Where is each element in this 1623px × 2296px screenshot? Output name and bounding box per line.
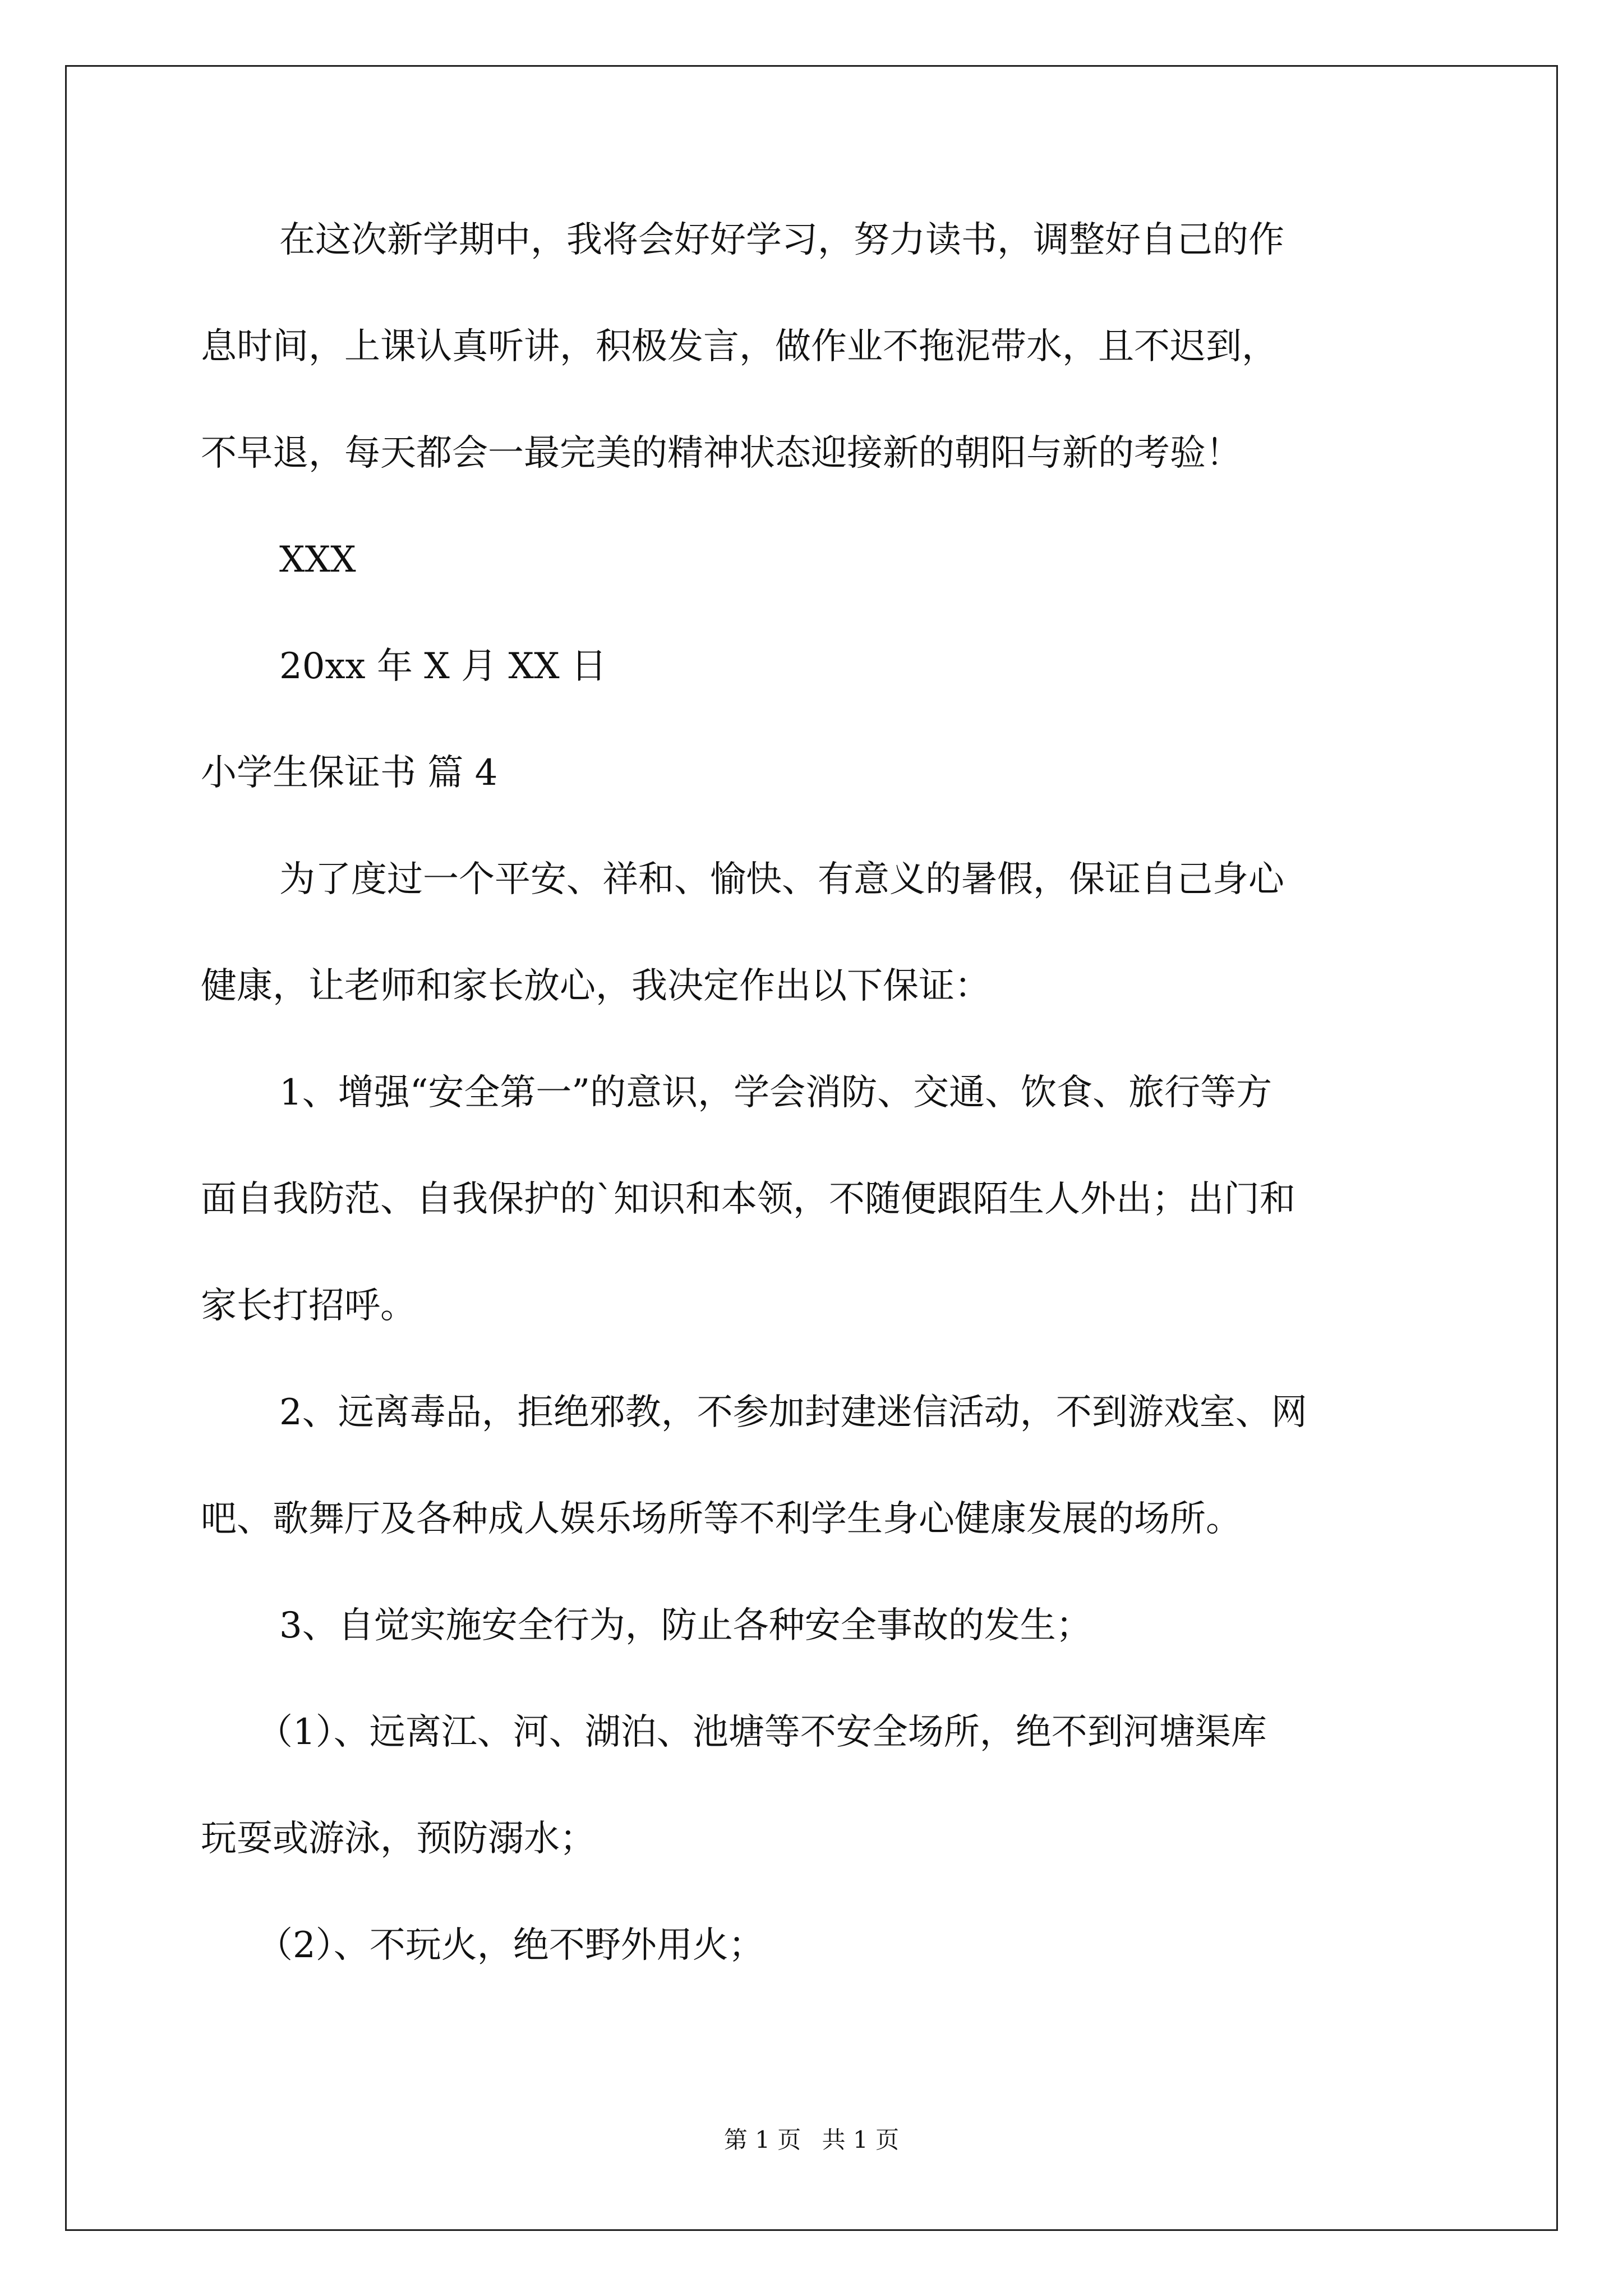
paragraph-line: 息时间，上课认真听讲，积极发言，做作业不拖泥带水，且不迟到， bbox=[201, 326, 1278, 367]
sub-item-line: （1）、远离江、河、湖泊、池塘等不安全场所，绝不到河塘渠库 bbox=[257, 1711, 1267, 1753]
list-item-line: 2、远离毒品，拒绝邪教，不参加封建迷信活动，不到游戏室、网 bbox=[279, 1392, 1307, 1433]
paragraph-line: 健康，让老师和家长放心，我决定作出以下保证： bbox=[201, 965, 990, 1007]
page-number: 第 1 页 bbox=[723, 2126, 801, 2154]
document-body bbox=[201, 213, 1429, 2025]
list-item-line: 3、自觉实施安全行为，防止各种安全事故的发生； bbox=[279, 1605, 1092, 1646]
page-footer bbox=[0, 2126, 1623, 2154]
sub-item-line: （2）、不玩火，绝不野外用火； bbox=[257, 1925, 764, 1966]
page-total: 共 1 页 bbox=[822, 2126, 900, 2154]
signature-name: XXX bbox=[279, 539, 356, 581]
paragraph-line: 不早退，每天都会一最完美的精神状态迎接新的朝阳与新的考验！ bbox=[201, 432, 1242, 474]
paragraph-line: 在这次新学期中，我将会好好学习，努力读书，调整好自己的作 bbox=[279, 219, 1284, 261]
list-item-line: 家长打招呼。 bbox=[201, 1285, 416, 1327]
paragraph-line: 为了度过一个平安、祥和、愉快、有意义的暑假，保证自己身心 bbox=[279, 859, 1284, 900]
list-item-line: 1、增强“安全第一”的意识，学会消防、交通、饮食、旅行等方 bbox=[279, 1072, 1272, 1114]
sub-item-line: 玩耍或游泳，预防溺水； bbox=[201, 1818, 596, 1860]
list-item-line: 面自我防范、自我保护的`知识和本领，不随便跟陌生人外出；出门和 bbox=[201, 1179, 1295, 1220]
list-item-line: 吧、歌舞厅及各种成人娱乐场所等不利学生身心健康发展的场所。 bbox=[201, 1498, 1242, 1540]
signature-date: 20xx 年 X 月 XX 日 bbox=[279, 646, 607, 687]
section-heading: 小学生保证书 篇 4 bbox=[201, 752, 498, 794]
